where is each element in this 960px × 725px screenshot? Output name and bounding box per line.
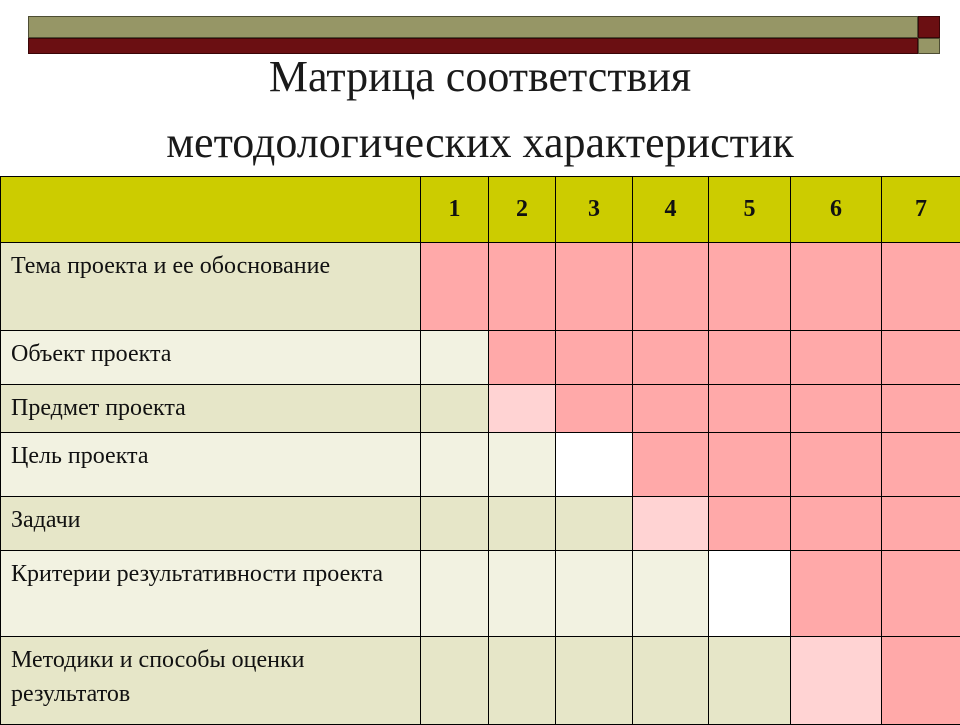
matrix-cell-cream [421,497,489,551]
matrix-row [1,243,960,331]
row-label: Критерии результативности проекта [1,551,421,637]
matrix-cell-pink [882,331,960,385]
matrix-cell-cream [489,497,556,551]
matrix-row [1,637,960,725]
matrix-cell-cream [633,551,709,637]
matrix-cell-pink [633,433,709,497]
matrix-cell-pink [633,331,709,385]
matrix-cell-pink [556,385,633,433]
matrix-cell-pink [882,497,960,551]
matrix-cell-pink [882,637,960,725]
matrix-cell-pink [882,433,960,497]
matrix-cell-pink [791,551,882,637]
matrix-cell-pink [882,385,960,433]
matrix-cell-pink [556,243,633,331]
title-line-1: Матрица соответствия [0,44,960,110]
matrix-cell-pink [791,433,882,497]
correspondence-matrix [0,176,960,725]
row-label: Объект проекта [1,331,421,385]
header-col-7: 7 [882,177,960,243]
matrix-cell-pink [633,243,709,331]
header-corner [1,177,421,243]
matrix-cell-pink [709,243,791,331]
matrix-cell-pink [709,433,791,497]
row-label: Методики и способы оценки результатов [1,637,421,725]
matrix-cell-light-pink [633,497,709,551]
header-col-1: 1 [421,177,489,243]
matrix-cell-pink [791,331,882,385]
header-row [1,177,960,243]
matrix-cell-cream [421,551,489,637]
matrix-cell-cream [421,637,489,725]
matrix-cell-pink [882,243,960,331]
matrix-row [1,385,960,433]
header-col-6: 6 [791,177,882,243]
matrix-row [1,331,960,385]
matrix-cell-light-pink [489,385,556,433]
row-label: Цель проекта [1,433,421,497]
matrix-cell-cream [489,433,556,497]
matrix-cell-cream [633,637,709,725]
row-label: Предмет проекта [1,385,421,433]
matrix-cell-pink [709,331,791,385]
matrix-cell-pink [791,497,882,551]
header-col-4: 4 [633,177,709,243]
matrix-row [1,497,960,551]
matrix-cell-cream [421,385,489,433]
row-label: Задачи [1,497,421,551]
matrix-cell-cream [421,433,489,497]
matrix-cell-light-pink [791,637,882,725]
matrix-cell-pink [791,243,882,331]
matrix-row [1,551,960,637]
decorative-square-red [918,16,940,38]
matrix-cell-white [556,433,633,497]
header-col-3: 3 [556,177,633,243]
matrix-cell-cream [421,331,489,385]
header-col-2: 2 [489,177,556,243]
matrix-cell-pink [791,385,882,433]
matrix-cell-pink [709,385,791,433]
matrix-cell-cream [556,497,633,551]
matrix-row [1,433,960,497]
matrix-cell-pink [489,243,556,331]
matrix-cell-pink [421,243,489,331]
matrix-cell-white [709,551,791,637]
page-title [0,44,960,176]
matrix-cell-pink [633,385,709,433]
matrix-cell-cream [556,551,633,637]
header-col-5: 5 [709,177,791,243]
row-label: Тема проекта и ее обоснование [1,243,421,331]
matrix-cell-cream [489,551,556,637]
matrix-cell-cream [556,637,633,725]
decorative-bar-olive [28,16,918,38]
matrix-cell-cream [489,637,556,725]
matrix-cell-cream [709,637,791,725]
matrix-cell-pink [489,331,556,385]
matrix-cell-pink [709,497,791,551]
matrix-cell-pink [882,551,960,637]
title-line-2: методологических характеристик [0,110,960,176]
matrix-cell-pink [556,331,633,385]
